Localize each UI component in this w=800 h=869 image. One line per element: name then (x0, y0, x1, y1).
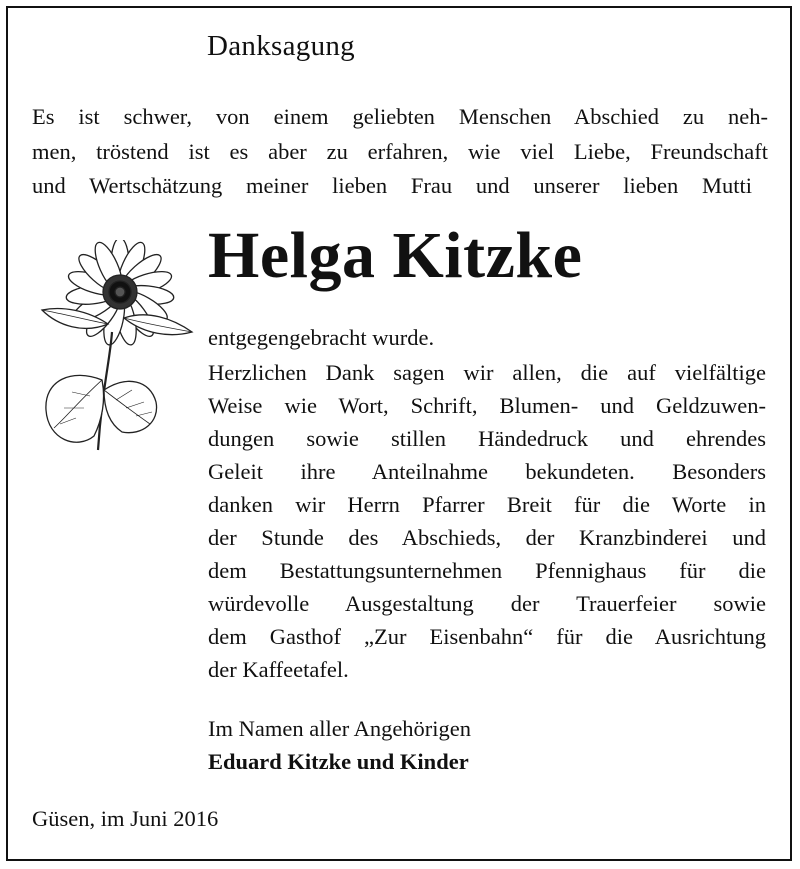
body-line-8: dem Bestattungsunternehmen Pfennighaus für die (208, 558, 766, 583)
intro-line-2: men, tröstend ist es aber zu erfahren, wie viel Liebe, Freundschaft (32, 139, 768, 164)
body-line-9: würdevolle Ausgestaltung der Trauerfeier sowie (208, 591, 766, 616)
sunflower-illustration (32, 240, 202, 460)
body-line-6: danken wir Herrn Pfarrer Breit für die Worte in (208, 492, 766, 517)
body-line-1: entgegengebracht wurde. (208, 325, 435, 350)
signature-name: Eduard Kitzke und Kinder (208, 749, 469, 774)
intro-line-3: und Wertschätzung meiner lieben Frau und unserer lieben Mutti (32, 173, 752, 198)
body-line-10: dem Gasthof „Zur Eisenbahn“ für die Ausrichtung (208, 624, 766, 649)
place-date: Güsen, im Juni 2016 (32, 806, 219, 831)
body-line-2: Herzlichen Dank sagen wir allen, die auf vielfältige (208, 360, 766, 385)
deceased-name: Helga Kitzke (208, 219, 583, 292)
body-line-4: dungen sowie stillen Händedruck und ehrendes (208, 426, 766, 451)
body-line-5: Geleit ihre Anteilnahme bekundeten. Besonders (208, 459, 766, 484)
body-line-7: der Stunde des Abschieds, der Kranzbinderei und (208, 525, 766, 550)
body-line-11: der Kaffeetafel. (208, 657, 349, 682)
signature-intro: Im Namen aller Angehörigen (208, 716, 472, 741)
body-line-3: Weise wie Wort, Schrift, Blumen- und Geldzuwen- (208, 393, 766, 418)
intro-line-1: Es ist schwer, von einem geliebten Menschen Abschied zu neh- (32, 104, 768, 129)
notice-heading: Danksagung (207, 30, 355, 62)
